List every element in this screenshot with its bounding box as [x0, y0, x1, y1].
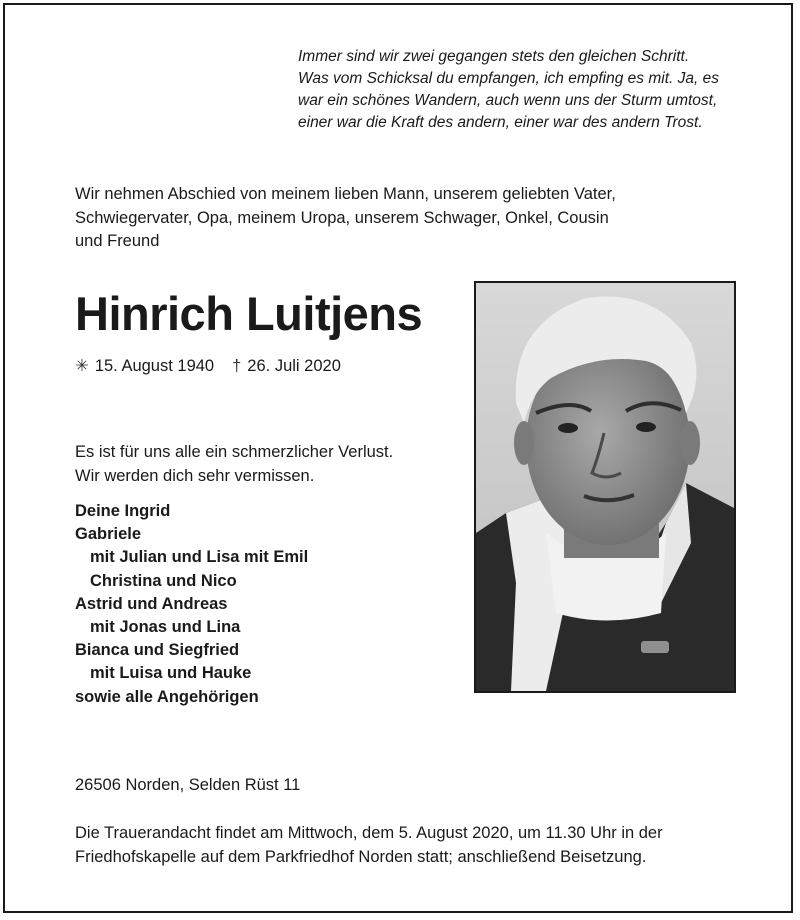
family-entry: mit Jonas und Lina	[90, 618, 241, 637]
death-cross-icon: †	[232, 357, 242, 375]
message-line: Wir werden dich sehr vermissen.	[75, 466, 315, 485]
intro-line: und Freund	[75, 232, 160, 250]
family-entry: sowie alle Angehörigen	[75, 687, 259, 706]
deceased-name: Hinrich Luitjens	[75, 287, 423, 340]
poem-line: war ein schönes Wandern, auch wenn uns der Sturm umtost,	[298, 92, 718, 109]
farewell-intro	[75, 183, 675, 254]
family-entry: Bianca und Siegfried	[75, 641, 240, 660]
birth-date: 15. August 1940	[94, 357, 215, 375]
family-entry: mit Luisa und Hauke	[90, 664, 252, 683]
loss-message	[75, 441, 393, 488]
family-entry: mit Julian und Lisa mit Emil	[90, 548, 309, 567]
message-line: Es ist für uns alle ein schmerzlicher Verlust.	[75, 443, 394, 461]
family-entry: Astrid und Andreas	[75, 594, 228, 613]
poem-line: Immer sind wir zwei gegangen stets den gleichen Schritt.	[298, 48, 690, 65]
poem	[298, 46, 768, 134]
poem-line: einer war die Kraft des andern, einer war des andern Trost.	[298, 114, 703, 131]
service-line: Friedhofskapelle auf dem Parkfriedhof Norden statt; anschließend Beisetzung.	[75, 847, 647, 866]
family-entry: Christina und Nico	[90, 571, 237, 590]
death-date: 26. Juli 2020	[247, 357, 341, 375]
family-list	[75, 500, 308, 709]
family-entry: Gabriele	[75, 525, 142, 544]
intro-line: Schwiegervater, Opa, meinem Uropa, unserem Schwager, Onkel, Cousin	[75, 208, 609, 227]
portrait-photo	[474, 281, 736, 693]
family-entry: Deine Ingrid	[75, 502, 171, 520]
service-line: Die Trauerandacht findet am Mittwoch, dem 5. August 2020, um 11.30 Uhr in der	[75, 824, 663, 842]
birth-star-icon: ✳	[75, 357, 89, 375]
family-address: 26506 Norden, Selden Rüst 11	[75, 776, 301, 794]
funeral-service-info	[75, 822, 663, 869]
life-dates	[75, 355, 341, 377]
poem-line: Was vom Schicksal du empfangen, ich empfing es mit. Ja, es	[298, 70, 719, 87]
intro-line: Wir nehmen Abschied von meinem lieben Mann, unserem geliebten Vater,	[75, 185, 616, 203]
